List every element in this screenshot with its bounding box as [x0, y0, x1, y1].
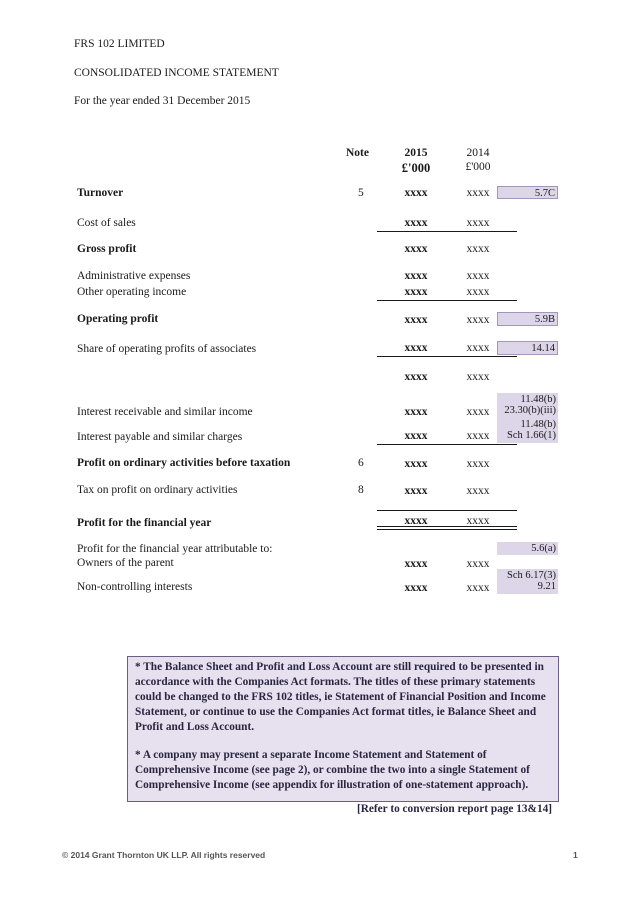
value-2014-tax: xxxx: [466, 485, 490, 497]
value-2014-operating-profit: xxxx: [466, 314, 490, 326]
row-label-cost-of-sales: Cost of sales: [77, 217, 136, 229]
row-label-other-operating-income: Other operating income: [77, 286, 187, 298]
conversion-report-reference: [Refer to conversion report page 13&14]: [356, 803, 552, 815]
reference-interest-payable: 11.48(b) Sch 1.66(1): [497, 418, 558, 443]
value-2014-interest-receivable: xxxx: [466, 406, 490, 418]
value-2014-cost-of-sales: xxxx: [448, 217, 508, 229]
reference-attributable-to: 5.6(a): [497, 542, 558, 555]
statement-title: CONSOLIDATED INCOME STATEMENT: [74, 67, 279, 79]
note-column-header: Note: [346, 147, 369, 159]
row-label-tax: Tax on profit on ordinary activities: [77, 484, 238, 496]
year-2014-header: 2014: [466, 147, 490, 159]
value-2015-non-controlling-interests: xxxx: [404, 582, 428, 594]
row-label-profit-before-tax: Profit on ordinary activities before taxation: [77, 457, 291, 469]
reference-operating-profit: 5.9B: [497, 312, 558, 326]
row-label-non-controlling-interests: Non-controlling interests: [77, 581, 193, 593]
value-2014-profit-before-tax: xxxx: [466, 458, 490, 470]
value-2014-profit-for-year: xxxx: [448, 515, 508, 527]
company-name: FRS 102 LIMITED: [74, 38, 165, 50]
unit-2015-header: £'000: [401, 161, 431, 175]
row-label-interest-payable: Interest payable and similar charges: [77, 431, 243, 443]
value-2015-administrative-expenses: xxxx: [404, 270, 428, 282]
value-2015-subtotal: xxxx: [404, 371, 428, 383]
value-2015-operating-profit: xxxx: [404, 314, 428, 326]
value-2014-owners-of-parent: xxxx: [466, 558, 490, 570]
reference-interest-receivable: 11.48(b) 23.30(b)(iii): [497, 393, 558, 418]
value-2014-administrative-expenses: xxxx: [466, 270, 490, 282]
row-note-turnover: 5: [358, 187, 364, 199]
value-2015-interest-receivable: xxxx: [404, 406, 428, 418]
value-2015-interest-payable: xxxx: [386, 430, 446, 442]
value-2014-interest-payable: xxxx: [448, 430, 508, 442]
reference-turnover: 5.7C: [497, 186, 558, 199]
page-number: 1: [573, 850, 578, 860]
value-2014-other-operating-income: xxxx: [448, 286, 508, 298]
row-label-owners-of-parent: Owners of the parent: [77, 557, 174, 569]
value-2014-subtotal: xxxx: [466, 371, 490, 383]
reference-non-controlling-interests: Sch 6.17(3) 9.21: [497, 569, 558, 594]
row-label-turnover: Turnover: [77, 187, 124, 199]
value-2015-cost-of-sales: xxxx: [386, 217, 446, 229]
row-label-attributable-to: Profit for the financial year attributable to:: [77, 543, 273, 555]
row-label-gross-profit: Gross profit: [77, 243, 137, 255]
statement-period: For the year ended 31 December 2015: [74, 95, 251, 107]
value-2015-turnover: xxxx: [404, 187, 428, 199]
value-2015-share-of-associates: xxxx: [386, 342, 446, 354]
value-2014-gross-profit: xxxx: [466, 243, 490, 255]
unit-2014-header: £'000: [465, 161, 491, 173]
value-2015-profit-before-tax: xxxx: [404, 458, 428, 470]
value-2015-profit-for-year: xxxx: [386, 515, 446, 527]
value-2015-tax: xxxx: [404, 485, 428, 497]
value-2014-share-of-associates: xxxx: [448, 342, 508, 354]
note-paragraph-1: * The Balance Sheet and Profit and Loss Account are still required to be presented in accordance with the Companies Act formats. The titles of these primary statements could be changed to the FRS 102 titles, ie Statement of Financial Position and Income Statement, or continue to use the Companies Act format titles, ie Balance Sheet and Profit and Loss Account.: [135, 661, 546, 733]
row-label-profit-for-year: Profit for the financial year: [77, 517, 212, 529]
row-note-profit-before-tax: 6: [358, 457, 364, 469]
value-2015-gross-profit: xxxx: [404, 243, 428, 255]
row-label-administrative-expenses: Administrative expenses: [77, 270, 191, 282]
footer-copyright: © 2014 Grant Thornton UK LLP. All rights reserved: [62, 850, 266, 860]
row-label-interest-receivable: Interest receivable and similar income: [77, 406, 253, 418]
note-paragraph-2: * A company may present a separate Income Statement and Statement of Comprehensive Income (see page 2), or combine the two into a single Statement of Comprehensive Income (see appendix for illustration of one-statement approach).: [135, 749, 530, 791]
value-2015-owners-of-parent: xxxx: [404, 558, 428, 570]
value-2015-other-operating-income: xxxx: [386, 286, 446, 298]
explanatory-notes-box: [127, 656, 559, 815]
row-label-share-of-associates: Share of operating profits of associates: [77, 343, 257, 355]
value-2014-turnover: xxxx: [466, 187, 490, 199]
reference-share-of-associates: 14.14: [497, 341, 558, 355]
row-label-operating-profit: Operating profit: [77, 313, 159, 325]
value-2014-non-controlling-interests: xxxx: [466, 582, 490, 594]
row-note-tax: 8: [358, 484, 364, 496]
year-2015-header: 2015: [404, 147, 428, 159]
